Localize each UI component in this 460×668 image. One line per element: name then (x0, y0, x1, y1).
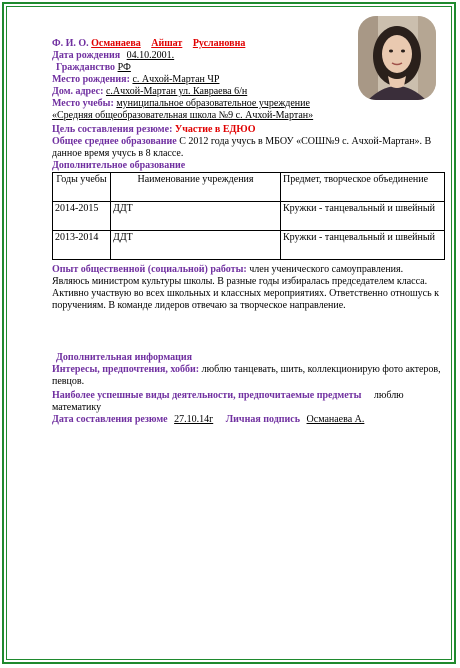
citizenship-label: Гражданство (56, 62, 116, 73)
footer-row (52, 414, 364, 426)
birthplace-label: Место рождения (52, 74, 127, 85)
goal-label: Цель составления резюме (52, 124, 170, 135)
interests-label: Интересы, предпочтения, хобби (52, 364, 196, 375)
table-cell-subject: Кружки - танцевальный и швейный (281, 202, 445, 231)
table-header-years: Годы учебы (53, 173, 111, 202)
extra-info-heading (56, 352, 192, 364)
signature-label: Личная подпись (225, 414, 301, 425)
address-label: Дом. адрес (52, 86, 101, 97)
profile-photo (358, 16, 436, 100)
fio-surname: Османаева (91, 38, 141, 49)
interests-row: Интересы, предпочтения, хобби: люблю танцевать, шить, коллекционирую фото актеров, певцов. (52, 364, 441, 387)
table-header-subject: Предмет, творческое объединение (281, 173, 445, 202)
general-edu-label: Общее среднее образование (52, 136, 177, 147)
address-value: с.Ачхой-Мартан ул. Кавраева 6/н (105, 86, 248, 97)
birth-value: 04.10.2001. (126, 50, 175, 61)
subjects-label: Наиболее успешные виды деятельности, предпочитаемые предметы (52, 390, 362, 401)
citizenship-value: РФ (117, 62, 131, 73)
birth-label: Дата рождения (52, 50, 121, 61)
date-label: Дата составления резюме (52, 414, 168, 425)
table-cell-institution: ДДТ (111, 231, 281, 260)
public-work-label: Опыт общественной (социальной) работы (52, 264, 244, 275)
table-cell-years: 2013-2014 (53, 231, 111, 260)
subjects-text: люблю математику (52, 390, 404, 413)
citizenship-row (56, 62, 131, 74)
study-row-2 (52, 110, 313, 122)
birth-row (52, 50, 174, 62)
goal-row: Цель составления резюме: Участие в ЕДЮО (52, 124, 256, 135)
table-header-row (53, 173, 445, 202)
fio-name: Айшат (151, 38, 183, 49)
additional-edu-heading (52, 160, 185, 172)
table-cell-subject: Кружки - танцевальный и швейный (281, 231, 445, 260)
general-edu-row (52, 136, 442, 160)
address-row: Дом. адрес: с.Ачхой-Мартан ул. Кавраева 6/н (52, 86, 248, 97)
table-cell-years: 2014-2015 (53, 202, 111, 231)
study-value-2: «Средняя общеобразовательная школа №9 с. Ачхой-Мартан» (52, 110, 314, 121)
table-cell-institution: ДДТ (111, 202, 281, 231)
subjects-row (52, 390, 442, 414)
additional-edu-label: Дополнительное образование (52, 160, 186, 171)
public-work-row: Опыт общественной (социальной) работы: член ученического самоуправления. Являюсь министром культуры школы. В разные годы избиралась председателем класса. Активно участвую во всех школьных и классных мероприятиях. Ответственно отношусь к поручениям. В команде лидеров отвечаю за творческое направление. (52, 264, 440, 311)
education-table (52, 172, 445, 260)
fio-patronymic: Руслановна (192, 38, 246, 49)
birthplace-row: Место рождения: с. Ачхой-Мартан ЧР (52, 74, 220, 85)
table-row (53, 202, 445, 231)
date-value: 27.10.14г (174, 414, 214, 425)
public-work-text: член ученического самоуправления. Являюсь министром культуры школы. В разные годы избиралась председателем класса. Активно участвую во всех школьных и классных мероприятиях. Ответственно отношусь к поручениям. В команде лидеров отвечаю за творческое направление. (52, 264, 440, 311)
goal-value: Участие в ЕДЮО (174, 124, 256, 135)
birthplace-value: с. Ачхой-Мартан ЧР (132, 74, 220, 85)
study-value-1: муниципальное образовательное учреждение (116, 98, 310, 109)
extra-info-label: Дополнительная информация (56, 352, 193, 363)
fio-row (52, 38, 245, 50)
signature-value: Османаева А. (306, 414, 365, 425)
table-header-institution: Наименование учреждения (111, 173, 281, 202)
fio-label: Ф. И. О. (52, 38, 89, 49)
table-row (53, 231, 445, 260)
study-row: Место учебы: муниципальное образовательное учреждение (52, 98, 310, 109)
general-edu-text: С 2012 года учусь в МБОУ «СОШ№9 с. Ачхой-Мартан». В данное время учусь в 8 классе. (52, 136, 432, 159)
study-label: Место учебы (52, 98, 111, 109)
interests-text: люблю танцевать, шить, коллекционирую фото актеров, певцов. (52, 364, 441, 387)
